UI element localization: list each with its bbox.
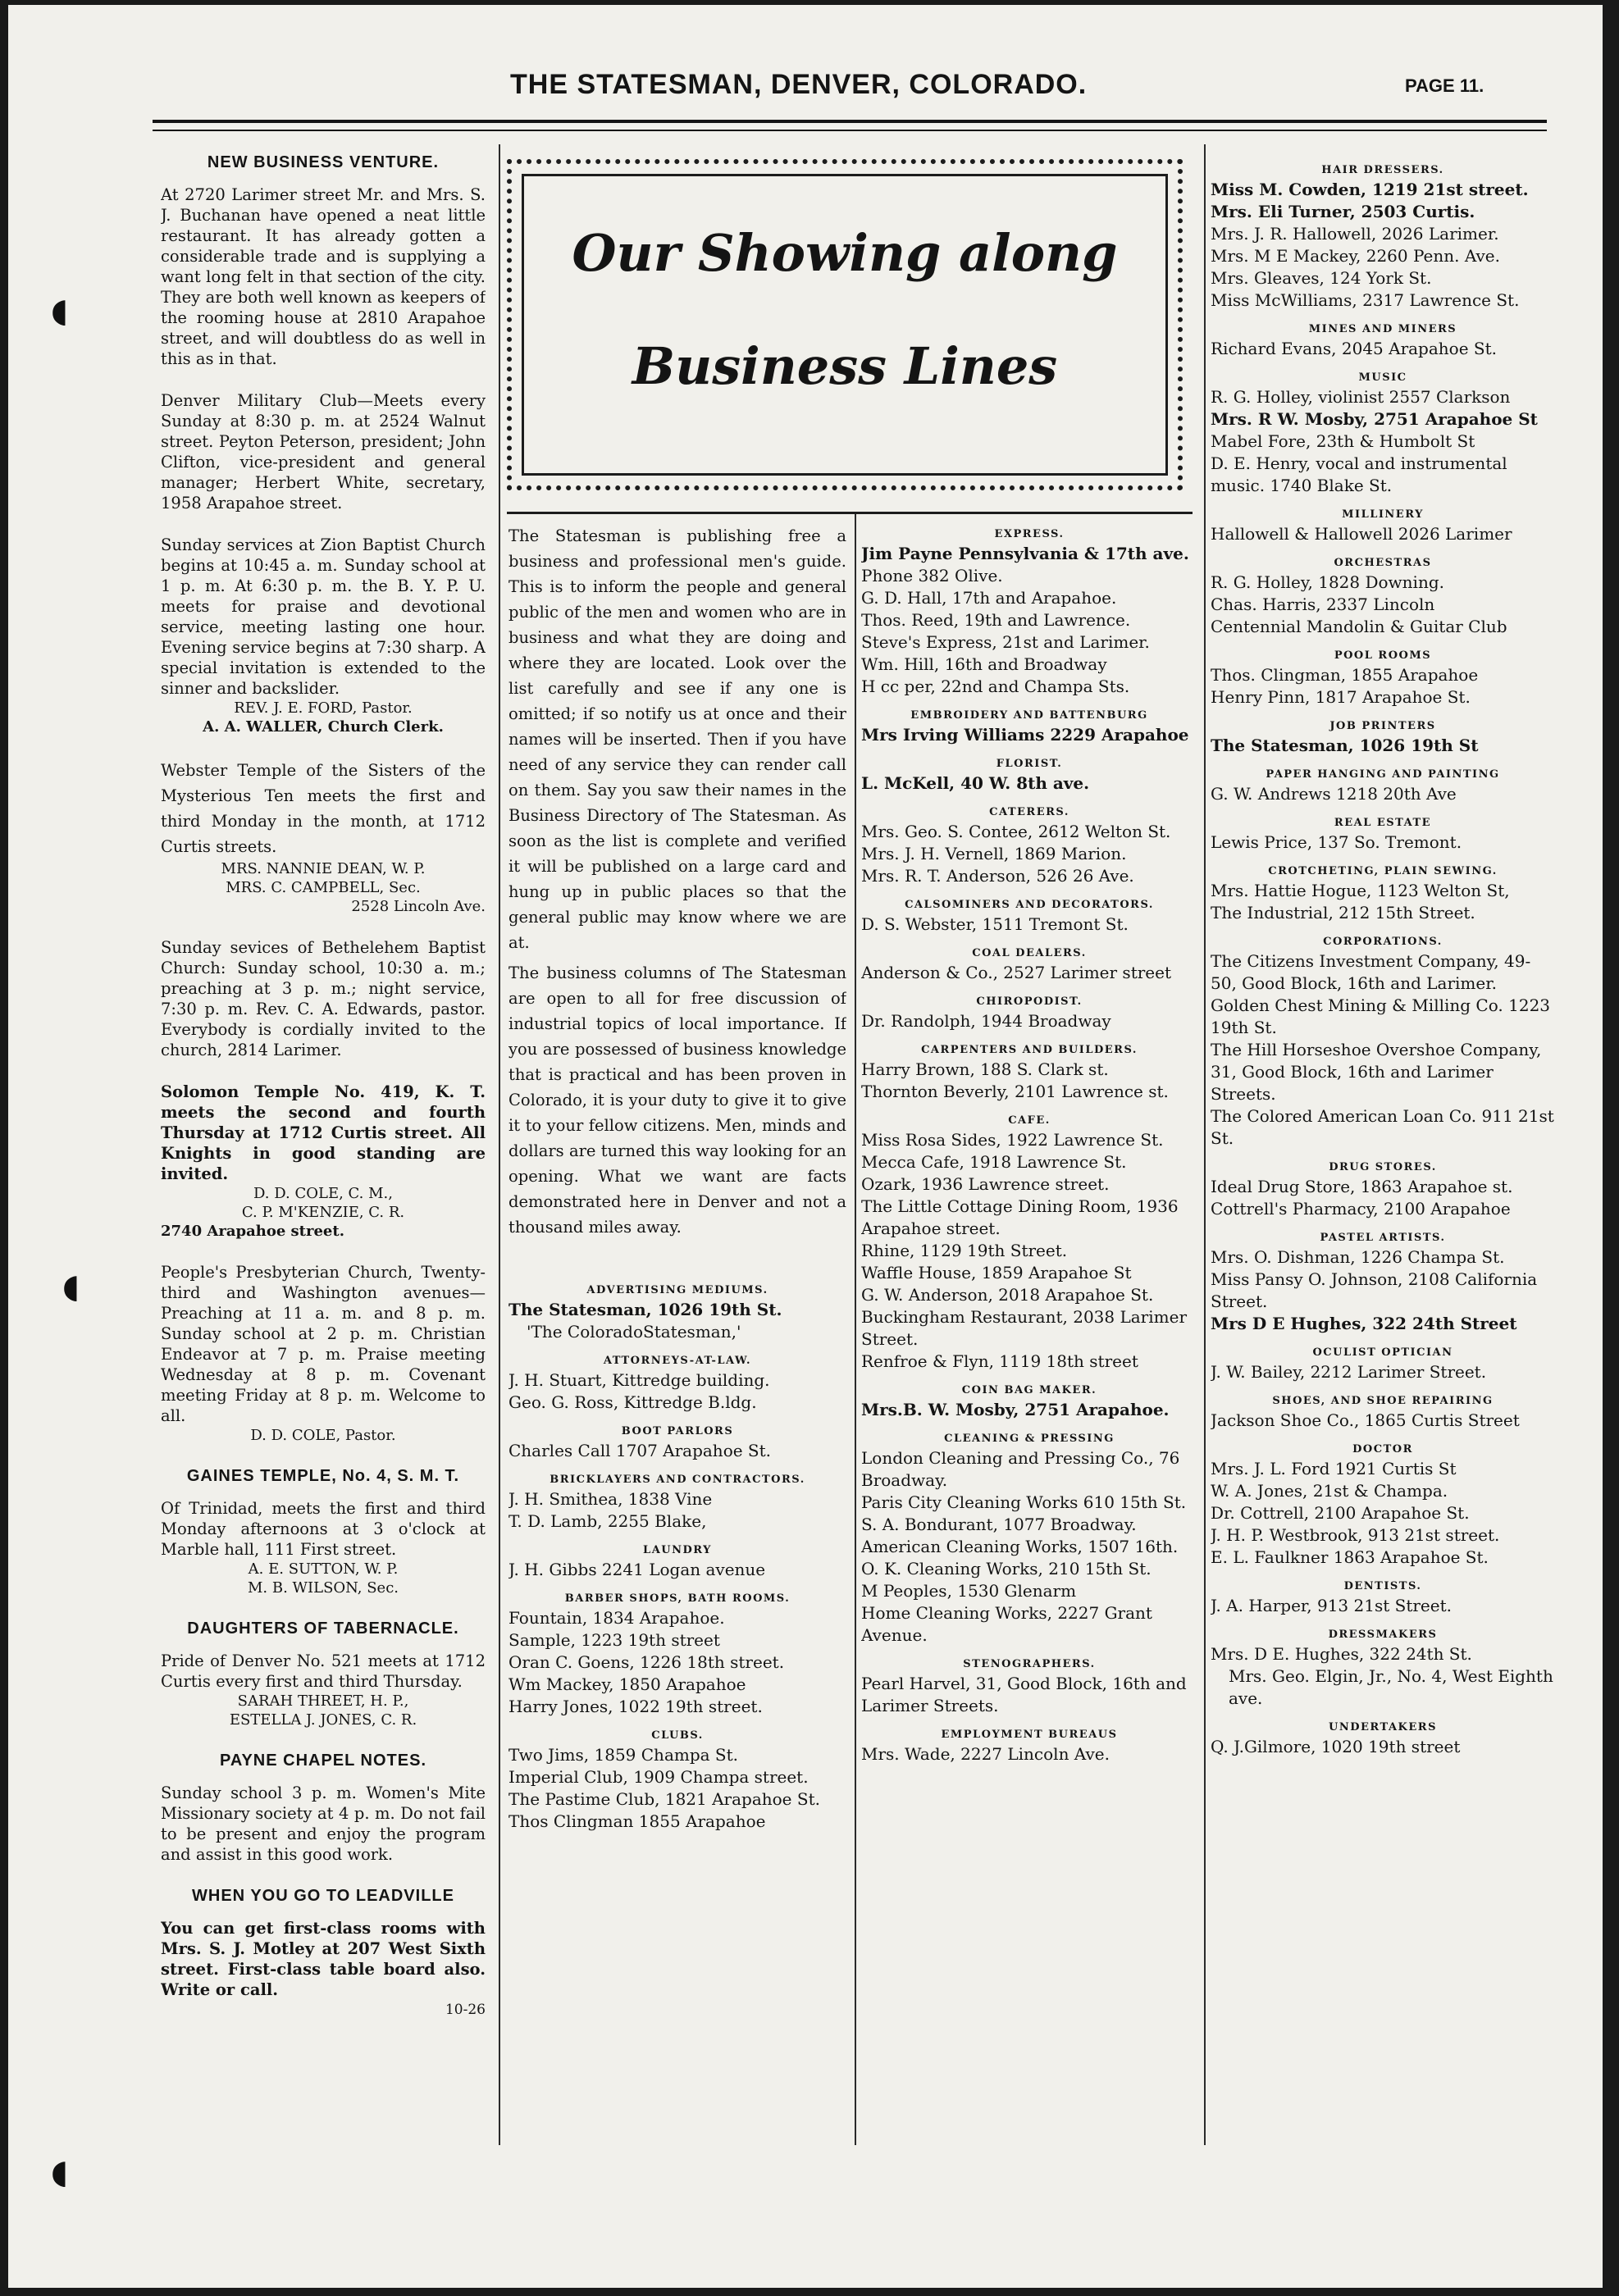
directory-entry: J. H. Gibbs 2241 Logan avenue <box>509 1560 766 1579</box>
directory-entry: L. McKell, 40 W. 8th ave. <box>861 773 1090 793</box>
notice-text: Sunday sevices of Bethelehem Baptist Church: Sunday school, 10:30 a. m.; preaching at 3 p. m.; night service, 7:30 p. m. Rev. C. A. Edwards, pastor. Everybody is cordially invited to the church, 2814 Larimer. <box>161 938 486 1059</box>
notice-signature: C. P. M'KENZIE, C. R. <box>241 1204 405 1221</box>
directory-entry: Mrs. M E Mackey, 2260 Penn. Ave. <box>1211 246 1500 266</box>
directory-entry: Renfroe & Flyn, 1119 18th street <box>861 1351 1138 1371</box>
notice-signature: 2740 Arapahoe street. <box>161 1223 344 1240</box>
category-heading: CHIROPODIST. <box>976 995 1083 1008</box>
notices-column <box>161 153 486 2153</box>
category-heading: OCULIST OPTICIAN <box>1312 1346 1453 1359</box>
directory-entry: Thos. Clingman, 1855 Arapahoe <box>1211 665 1479 685</box>
notice-military-club <box>161 390 486 513</box>
title-line: Our Showing along <box>572 223 1118 283</box>
directory-entry: London Cleaning and Pressing Co., 76 Broadway. <box>861 1448 1180 1490</box>
directory-entry: Hallowell & Hallowell 2026 Larimer <box>1211 524 1512 544</box>
notice-zion-baptist <box>161 535 486 736</box>
notice-new-business <box>161 153 486 369</box>
notice-daughters-tabernacle <box>161 1619 486 1729</box>
notice-text: At 2720 Larimer street Mr. and Mrs. S. J. Buchanan have opened a neat little restaurant. It has already gotten a considerable trade and is supplying a want long felt in that section of the city. They are both well known as keepers of the rooming house at 2810 Arapahoe street, and will doubtless do as well in this as in that. <box>161 185 486 368</box>
category-heading: PASTEL ARTISTS. <box>1320 1232 1446 1244</box>
directory-entry: Chas. Harris, 2337 Lincoln <box>1211 594 1435 614</box>
directory-entry: Mrs. R. T. Anderson, 526 26 Ave. <box>861 866 1134 886</box>
directory-entry: Wm Mackey, 1850 Arapahoe <box>509 1674 746 1694</box>
notice-text: Sunday services at Zion Baptist Church begins at 10:45 a. m. Sunday school at 1 p. m. At 6:30 p. m. the B. Y. P. U. meets for praise and devotional service, meeting lasting one hour. Evening service begins at 7:30 sharp. A special invitation is extended to the sinner and backslider. <box>161 535 486 698</box>
directory-entry: Mrs. R W. Mosby, 2751 Arapahoe St <box>1211 409 1538 429</box>
directory-intro: The Statesman is publishing free a business and professional men's guide. This is to inform the people and general public of the men and women who are in business and what they are doing and where they are located. Look over the list carefully and see if any one is omitted; if so notify us at once and their names will be inserted. Then if you have need of any service they can render call on them. Say you saw their names in the Business Directory of The Statesman. As soon as the list is complete and verified it will be published on a large card and hung up in public places so that the general public may know where we are at. <box>509 526 846 952</box>
directory-entry: The Industrial, 212 15th Street. <box>1211 903 1475 922</box>
category-heading: COAL DEALERS. <box>972 947 1087 959</box>
directory-entry: Mrs. O. Dishman, 1226 Champa St. <box>1211 1247 1505 1267</box>
category-heading: COIN BAG MAKER. <box>961 1384 1097 1396</box>
directory-entry: Geo. G. Ross, Kittredge B.ldg. <box>509 1392 757 1412</box>
notice-heading: GAINES TEMPLE, No. 4, S. M. T. <box>186 1467 460 1485</box>
directory-entry: S. A. Bondurant, 1077 Broadway. <box>861 1515 1137 1534</box>
directory-entry: Mrs. Eli Turner, 2503 Curtis. <box>1211 202 1475 221</box>
directory-entry: The Pastime Club, 1821 Arapahoe St. <box>509 1789 820 1809</box>
directory-entry: J. H. P. Westbrook, 913 21st street. <box>1211 1525 1500 1545</box>
directory-entry: Ozark, 1936 Lawrence street. <box>861 1174 1110 1194</box>
notice-payne-chapel <box>161 1751 486 1865</box>
directory-entry: G. W. Andrews 1218 20th Ave <box>1211 784 1457 804</box>
directory-entry: Miss Rosa Sides, 1922 Lawrence St. <box>861 1130 1164 1150</box>
category-heading: CLUBS. <box>651 1729 704 1742</box>
category-heading: CATERERS. <box>989 806 1069 818</box>
column-divider <box>1204 144 1206 2145</box>
category-heading: MINES AND MINERS <box>1308 323 1457 335</box>
directory-entry: Mrs. J. L. Ford 1921 Curtis St <box>1211 1459 1457 1478</box>
notice-webster-temple <box>161 758 486 916</box>
category-heading: FLORIST. <box>996 758 1063 770</box>
directory-entry: Dr. Cottrell, 2100 Arapahoe St. <box>1211 1503 1470 1523</box>
notice-peoples-presbyterian <box>161 1262 486 1445</box>
directory-entry: R. G. Holley, 1828 Downing. <box>1211 572 1444 592</box>
directory-entry: Cottrell's Pharmacy, 2100 Arapahoe <box>1211 1199 1511 1219</box>
category-heading: BRICKLAYERS AND CONTRACTORS. <box>550 1474 805 1486</box>
directory-entry: Phone 382 Olive. <box>861 566 1003 585</box>
directory-entry: American Cleaning Works, 1507 16th. <box>861 1537 1179 1556</box>
directory-entry: Centennial Mandolin & Guitar Club <box>1211 617 1507 636</box>
notice-heading: DAUGHTERS OF TABERNACLE. <box>187 1620 459 1638</box>
directory-entry: H cc per, 22nd and Champa Sts. <box>861 676 1130 696</box>
notice-signature: MRS. C. CAMPBELL, Sec. <box>226 879 421 896</box>
directory-entry: Imperial Club, 1909 Champa street. <box>509 1767 809 1787</box>
directory-entry: T. D. Lamb, 2255 Blake, <box>509 1511 707 1531</box>
directory-entry: Richard Evans, 2045 Arapahoe St. <box>1211 339 1497 358</box>
directory-entry: Mrs D E Hughes, 322 24th Street <box>1211 1314 1517 1333</box>
title-box-border <box>522 174 1168 476</box>
directory-entry: Wm. Hill, 16th and Broadway <box>861 654 1107 674</box>
directory-entry: Mrs. Geo. S. Contee, 2612 Welton St. <box>861 822 1171 841</box>
category-heading: DRUG STORES. <box>1329 1161 1437 1173</box>
category-heading: CLEANING & PRESSING <box>944 1433 1115 1445</box>
directory-entry: Paris City Cleaning Works 610 15th St. <box>861 1492 1187 1512</box>
category-heading: BARBER SHOPS, BATH ROOMS. <box>564 1592 791 1605</box>
directory-entry: O. K. Cleaning Works, 210 15th St. <box>861 1559 1152 1578</box>
notice-signature: MRS. NANNIE DEAN, W. P. <box>221 860 426 877</box>
notice-heading: WHEN YOU GO TO LEADVILLE <box>192 1887 454 1905</box>
notice-text: Denver Military Club—Meets every Sunday at 8:30 p. m. at 2524 Walnut street. Peyton Peterson, president; John Clifton, vice-president and general manager; Herbert White, secretary, 1958 Arapahoe street. <box>161 391 486 512</box>
directory-entry: Mecca Cafe, 1918 Lawrence St. <box>861 1152 1127 1172</box>
notice-bethelehem-baptist <box>161 937 486 1060</box>
category-heading: EMPLOYMENT BUREAUS <box>941 1729 1118 1741</box>
category-heading: DOCTOR <box>1352 1443 1413 1456</box>
directory-entry: Mrs. D E. Hughes, 322 24th St. <box>1211 1644 1472 1664</box>
directory-entry: The Hill Horseshoe Overshoe Company, 31, Good Block, 16th and Larimer Streets. <box>1211 1040 1542 1104</box>
directory-entry: Thos. Reed, 19th and Lawrence. <box>861 610 1131 630</box>
category-heading: CROTCHETING, PLAIN SEWING. <box>1268 865 1498 877</box>
directory-entry: Thornton Beverly, 2101 Lawrence st. <box>861 1082 1169 1101</box>
category-heading: CALSOMINERS AND DECORATORS. <box>905 899 1154 911</box>
directory-entry: Miss M. Cowden, 1219 21st street. <box>1211 180 1529 199</box>
directory-entry: Mrs. Gleaves, 124 York St. <box>1211 268 1432 288</box>
directory-entry: Home Cleaning Works, 2227 Grant Avenue. <box>861 1603 1152 1645</box>
category-heading: CORPORATIONS. <box>1323 936 1443 948</box>
directory-column-2 <box>509 523 846 2147</box>
directory-entry: D. E. Henry, vocal and instrumental music. 1740 Blake St. <box>1211 453 1507 495</box>
directory-entry: J. H. Stuart, Kittredge building. <box>509 1370 770 1390</box>
directory-entry: Henry Pinn, 1817 Arapahoe St. <box>1211 687 1471 707</box>
directory-entry: Anderson & Co., 2527 Larimer street <box>861 963 1171 982</box>
title-line: Business Lines <box>632 336 1058 396</box>
business-directory-title-box <box>507 159 1183 490</box>
directory-entry: Mrs. Geo. Elgin, Jr., No. 4, West Eighth ave. <box>1229 1666 1553 1708</box>
directory-entry: Mrs Irving Williams 2229 Arapahoe <box>861 725 1189 745</box>
directory-entry: Mabel Fore, 23th & Humbolt St <box>1211 431 1475 451</box>
masthead-rule <box>153 130 1547 131</box>
category-heading: ORCHESTRAS <box>1334 557 1432 569</box>
category-heading: REAL ESTATE <box>1334 817 1432 829</box>
category-heading: DRESSMAKERS <box>1328 1629 1438 1641</box>
directory-entry: E. L. Faulkner 1863 Arapahoe St. <box>1211 1547 1489 1567</box>
category-heading: STENOGRAPHERS. <box>963 1658 1096 1670</box>
masthead <box>8 69 1603 118</box>
category-heading: EMBROIDERY AND BATTENBURG <box>910 709 1148 722</box>
notice-signature: REV. J. E. FORD, Pastor. <box>234 699 413 717</box>
binding-mark-icon: ◖ <box>62 1268 80 1305</box>
directory-entry: Golden Chest Mining & Milling Co. 1223 19th St. <box>1211 995 1551 1037</box>
notice-signature: D. D. COLE, Pastor. <box>250 1427 396 1444</box>
directory-entry: Jackson Shoe Co., 1865 Curtis Street <box>1211 1410 1520 1430</box>
directory-entry: The Statesman, 1026 19th St <box>1211 736 1479 755</box>
directory-entry: R. G. Holley, violinist 2557 Clarkson <box>1211 387 1511 407</box>
notice-signature: A. E. SUTTON, W. P. <box>248 1560 399 1578</box>
directory-entry: Miss Pansy O. Johnson, 2108 California Street. <box>1211 1269 1538 1311</box>
directory-entry: Dr. Randolph, 1944 Broadway <box>861 1011 1111 1031</box>
category-heading: DENTISTS. <box>1343 1580 1422 1592</box>
directory-entry: Harry Jones, 1022 19th street. <box>509 1697 763 1716</box>
directory-entry: Oran C. Goens, 1226 18th street. <box>509 1652 785 1672</box>
directory-entry: Thos Clingman 1855 Arapahoe <box>509 1811 766 1831</box>
column-divider <box>499 144 500 2145</box>
category-heading: CARPENTERS AND BUILDERS. <box>921 1044 1138 1056</box>
notice-signature: A. A. WALLER, Church Clerk. <box>203 718 444 736</box>
category-heading: BOOT PARLORS <box>621 1425 734 1437</box>
title-box-rule <box>507 512 1193 514</box>
directory-entry: The Little Cottage Dining Room, 1936 Arapahoe street. <box>861 1196 1179 1238</box>
directory-entry: Jim Payne Pennsylvania & 17th ave. <box>861 544 1189 563</box>
directory-intro: The business columns of The Statesman are open to all for free discussion of industrial topics of local importance. If you are possessed of business knowledge that is practical and has been proven in Colorado, it is your duty to give it to give it to your fellow citizens. Men, minds and dollars are turned this way looking for an opening. What we want are facts demonstrated here in Denver and not a thousand miles away. <box>509 963 846 1237</box>
category-heading: MUSIC <box>1358 371 1407 384</box>
directory-entry: Mrs. J. H. Vernell, 1869 Marion. <box>861 844 1127 863</box>
directory-entry: Ideal Drug Store, 1863 Arapahoe st. <box>1211 1177 1513 1196</box>
directory-entry: J. W. Bailey, 2212 Larimer Street. <box>1211 1362 1487 1382</box>
category-heading: HAIR DRESSERS. <box>1321 164 1444 176</box>
notice-solomon-temple <box>161 1082 486 1241</box>
notice-signature: SARAH THREET, H. P., <box>237 1692 409 1710</box>
notice-text: People's Presbyterian Church, Twenty-third and Washington avenues—Preaching at 11 a. m. and 8 p. m. Sunday school at 2 p. m. Christian Endeavor at 7 p. m. Praise meeting Wednesday at 8 p. m. Covenant meeting Friday at 8 p. m. Welcome to all. <box>161 1263 486 1425</box>
directory-entry: Charles Call 1707 Arapahoe St. <box>509 1441 772 1460</box>
directory-entry: D. S. Webster, 1511 Tremont St. <box>861 914 1129 934</box>
directory-column-4 <box>1211 161 1555 2145</box>
directory-entry: The Statesman, 1026 19th St. <box>509 1300 782 1319</box>
directory-entry: Two Jims, 1859 Champa St. <box>509 1745 739 1765</box>
binding-mark-icon: ◖ <box>51 2153 69 2191</box>
notice-signature: D. D. COLE, C. M., <box>253 1185 393 1202</box>
directory-entry: Miss McWilliams, 2317 Lawrence St. <box>1211 290 1520 310</box>
directory-entry: M Peoples, 1530 Glenarm <box>861 1581 1077 1601</box>
directory-entry: Harry Brown, 188 S. Clark st. <box>861 1059 1109 1079</box>
category-heading: LAUNDRY <box>643 1544 712 1556</box>
directory-entry: Steve's Express, 21st and Larimer. <box>861 632 1150 652</box>
directory-entry: G. D. Hall, 17th and Arapahoe. <box>861 588 1117 608</box>
notice-gaines-temple <box>161 1466 486 1597</box>
directory-entry: Mrs. Hattie Hogue, 1123 Welton St, <box>1211 881 1510 900</box>
newspaper-page <box>8 5 1603 2288</box>
directory-entry: Rhine, 1129 19th Street. <box>861 1241 1068 1260</box>
notice-number: 10-26 <box>445 2002 486 2018</box>
directory-entry: G. W. Anderson, 2018 Arapahoe St. <box>861 1285 1154 1305</box>
directory-entry: Mrs. Wade, 2227 Lincoln Ave. <box>861 1744 1110 1764</box>
notice-signature: 2528 Lincoln Ave. <box>351 898 486 915</box>
page-number: PAGE 11. <box>1405 75 1484 96</box>
directory-entry: W. A. Jones, 21st & Champa. <box>1211 1481 1448 1501</box>
directory-entry: J. H. Smithea, 1838 Vine <box>509 1489 713 1509</box>
notice-text: Sunday school 3 p. m. Women's Mite Missionary society at 4 p. m. Do not fail to be present and enjoy the program and assist in this good work. <box>161 1784 486 1864</box>
category-heading: PAPER HANGING AND PAINTING <box>1266 768 1500 781</box>
category-heading: SHOES, AND SHOE REPAIRING <box>1272 1395 1494 1407</box>
directory-entry: Lewis Price, 137 So. Tremont. <box>1211 832 1462 852</box>
newspaper-title: THE STATESMAN, DENVER, COLORADO. <box>510 69 1088 100</box>
binding-mark-icon: ◖ <box>51 292 69 330</box>
directory-column-3 <box>861 523 1197 2147</box>
category-heading: JOB PRINTERS <box>1329 720 1436 732</box>
directory-entry: Mrs. J. R. Hallowell, 2026 Larimer. <box>1211 224 1499 244</box>
category-heading: EXPRESS. <box>994 528 1065 540</box>
notice-text: You can get first-class rooms with Mrs. S. J. Motley at 207 West Sixth street. First-class table board also. Write or call. <box>161 1919 486 1999</box>
notice-text: Webster Temple of the Sisters of the Mysterious Ten meets the first and third Monday in the month, at 1712 Curtis streets. <box>161 761 486 856</box>
directory-entry: Waffle House, 1859 Arapahoe St <box>861 1263 1132 1282</box>
directory-entry: Buckingham Restaurant, 2038 Larimer Street. <box>861 1307 1188 1349</box>
category-heading: ADVERTISING MEDIUMS. <box>586 1284 768 1296</box>
notice-heading: NEW BUSINESS VENTURE. <box>207 153 440 171</box>
directory-entry: The Colored American Loan Co. 911 21st St. <box>1211 1106 1554 1148</box>
category-heading: MILLINERY <box>1342 508 1424 521</box>
directory-entry: Mrs.B. W. Mosby, 2751 Arapahoe. <box>861 1400 1170 1419</box>
category-heading: UNDERTAKERS <box>1329 1721 1437 1733</box>
category-heading: ATTORNEYS-AT-LAW. <box>603 1355 752 1367</box>
directory-entry: 'The ColoradoStatesman,' <box>527 1322 741 1342</box>
directory-entry: Q. J.Gilmore, 1020 19th street <box>1211 1737 1461 1756</box>
category-heading: CAFE. <box>1008 1114 1051 1127</box>
notice-heading: PAYNE CHAPEL NOTES. <box>219 1752 427 1770</box>
masthead-rule <box>153 120 1547 123</box>
notice-text: Pride of Denver No. 521 meets at 1712 Curtis every first and third Thursday. <box>161 1651 486 1691</box>
directory-entry: J. A. Harper, 913 21st Street. <box>1211 1596 1452 1615</box>
column-divider <box>855 513 856 2145</box>
notice-text: Of Trinidad, meets the first and third Monday afternoons at 3 o'clock at Marble hall, 111 First street. <box>161 1499 486 1559</box>
directory-entry: Fountain, 1834 Arapahoe. <box>509 1608 725 1628</box>
category-heading: POOL ROOMS <box>1334 649 1432 662</box>
notice-signature: ESTELLA J. JONES, C. R. <box>229 1711 417 1729</box>
directory-entry: Pearl Harvel, 31, Good Block, 16th and Larimer Streets. <box>861 1674 1187 1715</box>
notice-signature: M. B. WILSON, Sec. <box>247 1579 399 1597</box>
directory-entry: The Citizens Investment Company, 49-50, Good Block, 16th and Larimer. <box>1211 951 1531 993</box>
notice-leadville <box>161 1886 486 2020</box>
directory-entry: Sample, 1223 19th street <box>509 1630 720 1650</box>
notice-text: Solomon Temple No. 419, K. T. meets the second and fourth Thursday at 1712 Curtis street. All Knights in good standing are invited. <box>161 1082 486 1183</box>
